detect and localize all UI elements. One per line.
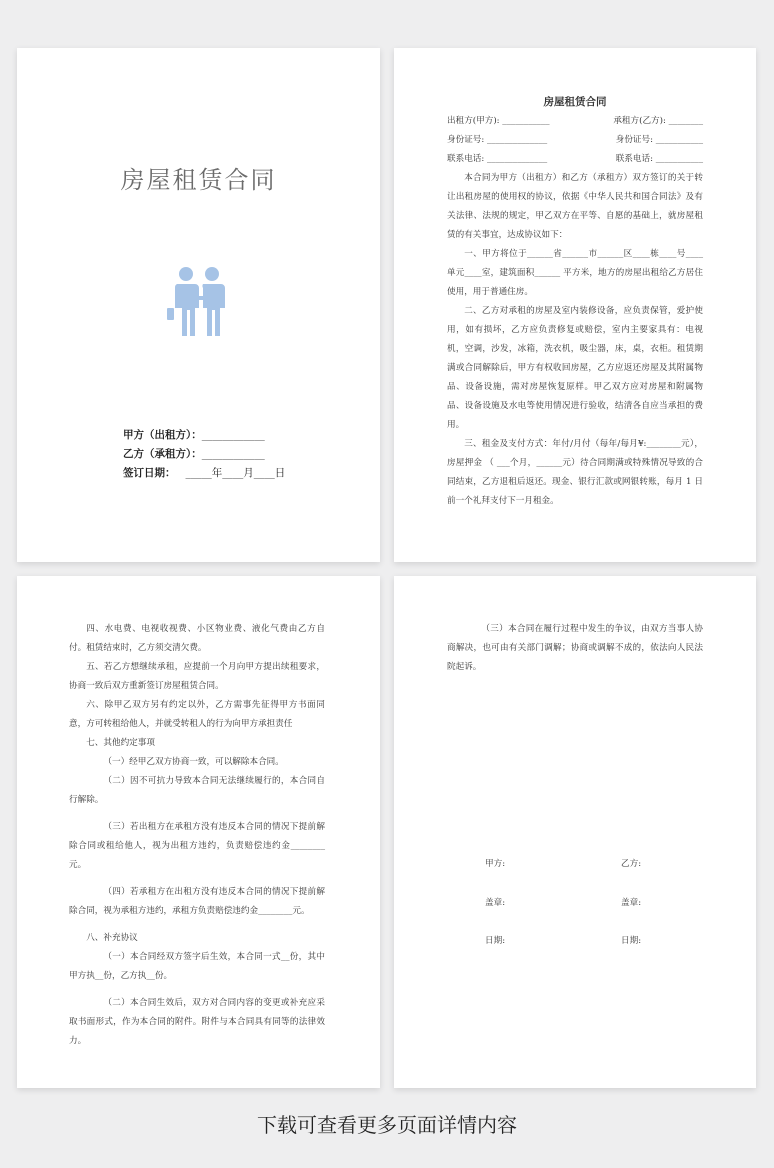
party-a-label: 甲方（出租方）： [123, 429, 202, 441]
contract-paragraph: （一）经甲乙双方协商一致，可以解除本合同。 [103, 757, 284, 767]
contract-body-3 [447, 620, 703, 677]
party-row-left: 联系电话: ______________ [447, 154, 548, 164]
cover-party-b-row [123, 445, 285, 464]
two-people-icon [167, 266, 231, 338]
party-b-label: 乙方（承租方）： [123, 448, 202, 460]
party-row [447, 131, 703, 150]
contract-paragraph: 七、其他约定事项 [86, 738, 155, 748]
contract-page-3 [394, 576, 756, 1088]
seal-party-a: 盖章: [485, 898, 506, 908]
contract-paragraph: 五、若乙方想继续承租，应提前一个月向甲方提出续租要求，协商一致后双方重新签订房屋租赁合同。 [69, 662, 325, 691]
contract-page-1 [394, 48, 756, 562]
contract-paragraph: 二、乙方对承租的房屋及室内装修设备，应负责保管，爱护使用，如有损坏，乙方应负责修复或赔偿，室内主要家具有：电视机，空调，沙发，冰箱，洗衣机，吸尘器，床，桌，衣柜。租赁期满或合同解除后，甲方有权收回房屋，乙方应返还房屋及其附属物品、设备设施，需对房屋恢复原样。甲乙双方应对房屋和附属物品、设备设施及水电等使用情况进行验收，结清各自应当承担的费用。 [447, 306, 703, 430]
date-party-a: 日期: [485, 936, 506, 946]
date-label: 签订日期： [123, 467, 176, 479]
contract-paragraph: （三）本合同在履行过程中发生的争议，由双方当事人协商解决，也可由有关部门调解；协商或调解不成的，依法向人民法院起诉。 [447, 624, 703, 672]
contract-paragraph: 六、除甲乙双方另有约定以外，乙方需事先征得甲方书面同意，方可转租给他人，并就受转租人的行为向甲方承担责任 [69, 700, 325, 729]
cover-signature-fields [123, 426, 285, 483]
date-value: _____年____月____日 [185, 467, 286, 479]
contract-body-2 [69, 620, 325, 1051]
contract-paragraph: （一）本合同经双方签字后生效，本合同一式__份，其中甲方执__份，乙方执__份。 [69, 952, 325, 981]
contract-page-2 [17, 576, 380, 1088]
contract-paragraph: 本合同为甲方（出租方）和乙方（承租方）双方签订的关于转让出租房屋的使用权的协议，依据《中华人民共和国合同法》及有关法律、法规的规定，甲乙双方在平等、自愿的基础上，就房屋租赁的有关事宜，达成协议如下： [447, 173, 703, 240]
party-b-blank: ____________ [201, 448, 265, 460]
seal-party-b: 盖章: [621, 898, 642, 908]
party-row [447, 150, 703, 169]
party-row-left: 出租方(甲方): ___________ [447, 116, 550, 126]
party-row [447, 112, 703, 131]
contract-paragraph: 四、水电费、电视收视费、小区物业费、液化气费由乙方自付。租赁结束时，乙方须交清欠费。 [69, 624, 325, 653]
contract-paragraph: （二）因不可抗力导致本合同无法继续履行的，本合同自行解除。 [69, 776, 325, 805]
sign-party-a: 甲方: [485, 859, 506, 869]
cover-title: 房屋租赁合同 [120, 166, 277, 194]
contract-paragraph: （二）本合同生效后，双方对合同内容的变更或补充应采取书面形式，作为本合同的附件。附件与本合同具有同等的法律效力。 [69, 998, 325, 1046]
cover-party-a-row [123, 426, 285, 445]
contract-paragraph: （四）若承租方在出租方没有违反本合同的情况下提前解除合同，视为承租方违约，承租方负责赔偿违约金________元。 [69, 887, 325, 916]
contract-title: 房屋租赁合同 [543, 96, 607, 108]
footer-caption: 下载可查看更多页面详情内容 [257, 1113, 517, 1137]
cover-date-row [123, 464, 285, 483]
party-row-right: 联系电话: ___________ [615, 154, 703, 164]
party-row-right: 身份证号: ___________ [615, 135, 703, 145]
party-a-blank: ____________ [201, 429, 265, 441]
contract-paragraph: 一、甲方将位于______省______市______区____栋____号____单元____室，建筑面积______ 平方米，地方的房屋出租给乙方居住使用，用于普通住房。 [447, 249, 703, 297]
contract-paragraph: 三、租金及支付方式：年付/月付（每年/每月¥:________元），房屋押金 （ ___个月，______元）待合同期满或特殊情况导致的合同结束，乙方退租后返还。现金、银行汇款或网银转账，每月 1 日前一个礼拜支付下一月租金。 [447, 439, 703, 506]
contract-body-1 [447, 92, 703, 511]
contract-paragraph: （三）若出租方在承租方没有违反本合同的情况下提前解除合同或租给他人，视为出租方违约，负责赔偿违约金________元。 [69, 822, 325, 870]
sign-party-b: 乙方: [621, 859, 642, 869]
cover-page [17, 48, 380, 562]
date-party-b: 日期: [621, 936, 642, 946]
party-row-right: 承租方(乙方): ________ [613, 116, 703, 126]
party-row-left: 身份证号: ______________ [447, 135, 548, 145]
contract-paragraph: 八、补充协议 [86, 933, 138, 943]
